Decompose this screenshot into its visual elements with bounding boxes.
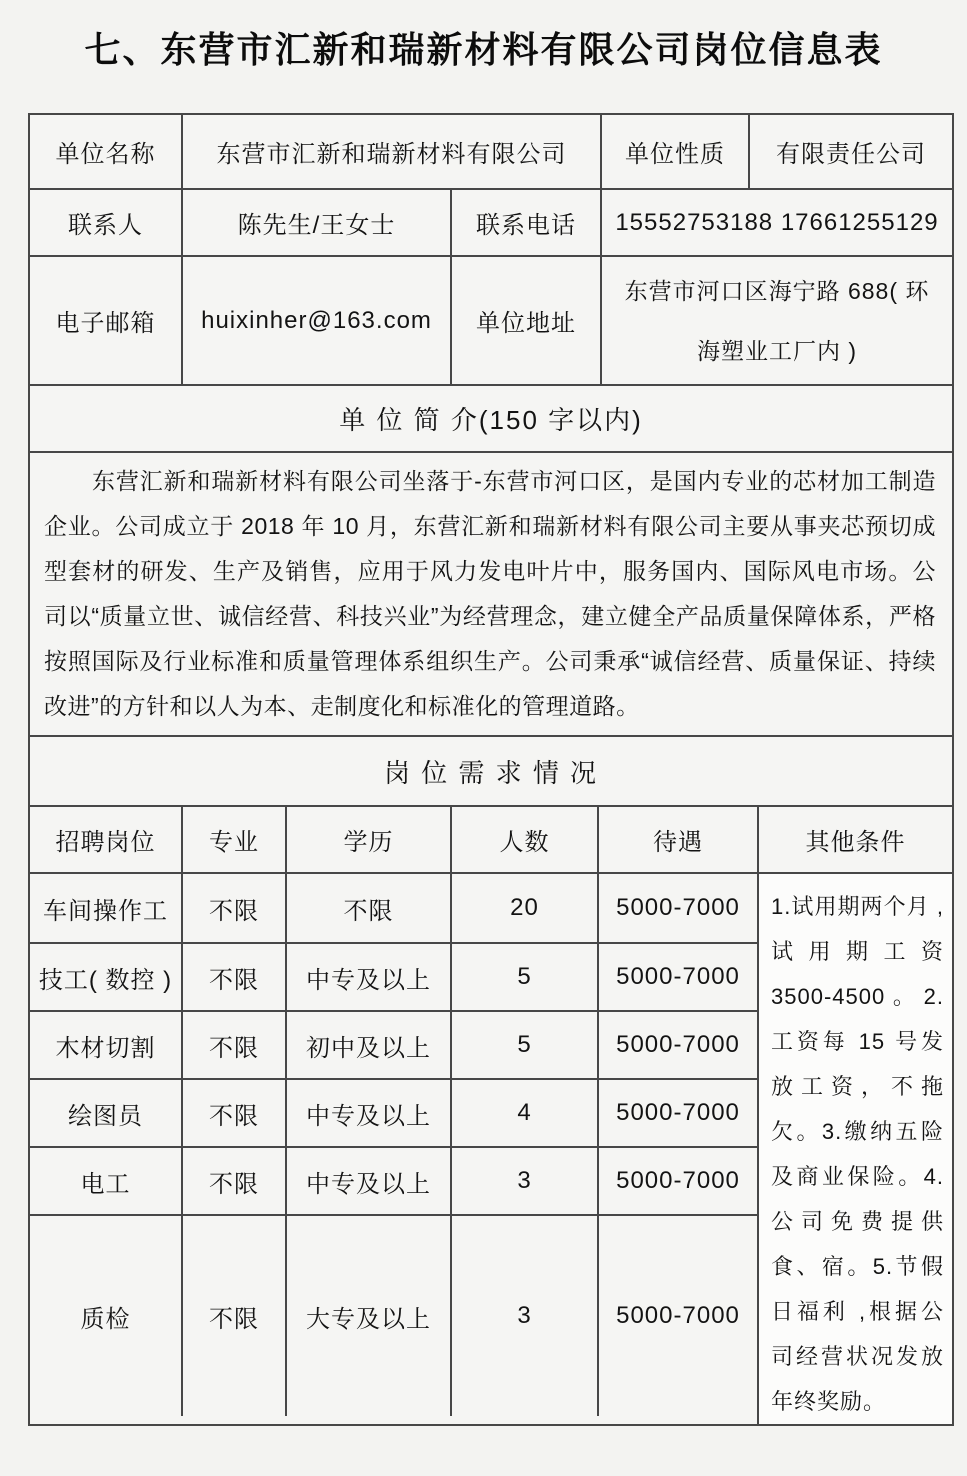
- unit-name-value: 东营市汇新和瑞新材料有限公司: [181, 115, 600, 188]
- job-col-headcount: 人数: [450, 807, 597, 872]
- phone-label: 联系电话: [450, 190, 600, 255]
- job-rows: [30, 874, 757, 1424]
- job-headcount: 4: [450, 1080, 597, 1146]
- job-position: 技工( 数控 ): [38, 966, 173, 994]
- jobs-section-header-row: [30, 735, 952, 805]
- job-education: 不限: [285, 874, 450, 942]
- page-title: 七、东营市汇新和瑞新材料有限公司岗位信息表: [84, 30, 883, 70]
- job-major: 不限: [181, 1216, 285, 1416]
- job-headcount: 20: [450, 874, 597, 942]
- job-major: 不限: [181, 944, 285, 1010]
- job-col-position: 招聘岗位: [55, 829, 156, 856]
- job-row-cnc-technician: [30, 942, 757, 1010]
- job-salary: 5000-7000: [597, 1216, 757, 1416]
- job-headcount: 5: [450, 944, 597, 1010]
- job-salary: 5000-7000: [597, 944, 757, 1010]
- job-col-other-conditions: 其他条件: [757, 807, 952, 872]
- job-salary: 5000-7000: [597, 874, 757, 942]
- other-conditions-cell: [757, 874, 952, 1424]
- jobs-section-header: 岗 位 需 求 情 况: [383, 757, 599, 788]
- job-education: 大专及以上: [285, 1216, 450, 1416]
- job-row-wood-cutting: [30, 1010, 757, 1078]
- job-position: 质检: [80, 1305, 131, 1333]
- job-col-education: 学历: [285, 807, 450, 872]
- job-salary: 5000-7000: [597, 1080, 757, 1146]
- job-row-quality-inspector: [30, 1214, 757, 1416]
- phone-value: 15552753188 17661255129: [600, 190, 952, 255]
- intro-cell: [30, 453, 952, 735]
- unit-name-label: 单位名称: [55, 141, 156, 168]
- job-salary: 5000-7000: [597, 1148, 757, 1214]
- intro-text: 东营汇新和瑞新材料有限公司坐落于-东营市河口区，是国内专业的芯材加工制造企业。公司成立于 2018 年 10 月，东营汇新和瑞新材料有限公司主要从事夹芯预切成型套材的研发、生产及销售，应用于风力发电叶片中，服务国内、国际风电市场。公司以“质量立世、诚信经营、科技兴业”为经营理念，建立健全产品质量保障体系，严格按照国际及行业标准和质量管理体系组织生产。公司秉承“诚信经营、质量保证、持续改进”的方针和以人为本、走制度化和标准化的管理道路。: [44, 468, 936, 719]
- address-line-1: 东营市河口区海宁路 688( 环: [624, 277, 930, 304]
- job-columns-row: [30, 805, 952, 872]
- email-address-row: [30, 255, 952, 384]
- job-major: 不限: [181, 874, 285, 942]
- other-conditions-text: 1.试用期两个月 ,试用期工资 3500-4500。2.工资每 15 号发放工资，不拖欠。3.缴纳五险及商业保险。4.公司免费提供食、宿。5.节假日福利 ,根据公司经营状况发放年终奖励。: [771, 894, 944, 1414]
- contact-row: [30, 188, 952, 255]
- contact-value: 陈先生/王女士: [181, 190, 450, 255]
- job-row-electrician: [30, 1146, 757, 1214]
- job-body: [30, 872, 952, 1424]
- job-education: 中专及以上: [285, 944, 450, 1010]
- job-row-workshop-operator: [30, 874, 757, 942]
- address-line-2: 海塑业工厂内 ): [696, 337, 858, 364]
- job-col-salary: 待遇: [597, 807, 757, 872]
- intro-header: 单 位 简 介(150 字以内): [339, 405, 643, 435]
- job-position: 绘图员: [68, 1102, 143, 1130]
- address-value: [600, 257, 952, 384]
- contact-label: 联系人: [68, 212, 143, 239]
- unit-name-row: [30, 115, 952, 188]
- job-major: 不限: [181, 1012, 285, 1078]
- address-label: 单位地址: [450, 257, 600, 384]
- job-position: 车间操作工: [43, 897, 168, 925]
- email-label: 电子邮箱: [55, 310, 156, 337]
- job-salary: 5000-7000: [597, 1012, 757, 1078]
- intro-row: [30, 451, 952, 735]
- job-headcount: 5: [450, 1012, 597, 1078]
- unit-type-label: 单位性质: [600, 115, 748, 188]
- intro-header-row: [30, 384, 952, 451]
- job-info-table: [28, 113, 954, 1426]
- job-education: 初中及以上: [285, 1012, 450, 1078]
- job-position: 电工: [80, 1170, 131, 1198]
- email-value: huixinher@163.com: [181, 257, 450, 384]
- job-education: 中专及以上: [285, 1080, 450, 1146]
- job-row-draftsman: [30, 1078, 757, 1146]
- job-headcount: 3: [450, 1148, 597, 1214]
- job-major: 不限: [181, 1080, 285, 1146]
- job-major: 不限: [181, 1148, 285, 1214]
- job-headcount: 3: [450, 1216, 597, 1416]
- job-education: 中专及以上: [285, 1148, 450, 1214]
- unit-type-value: 有限责任公司: [748, 115, 952, 188]
- job-position: 木材切割: [55, 1034, 156, 1062]
- job-col-major: 专业: [181, 807, 285, 872]
